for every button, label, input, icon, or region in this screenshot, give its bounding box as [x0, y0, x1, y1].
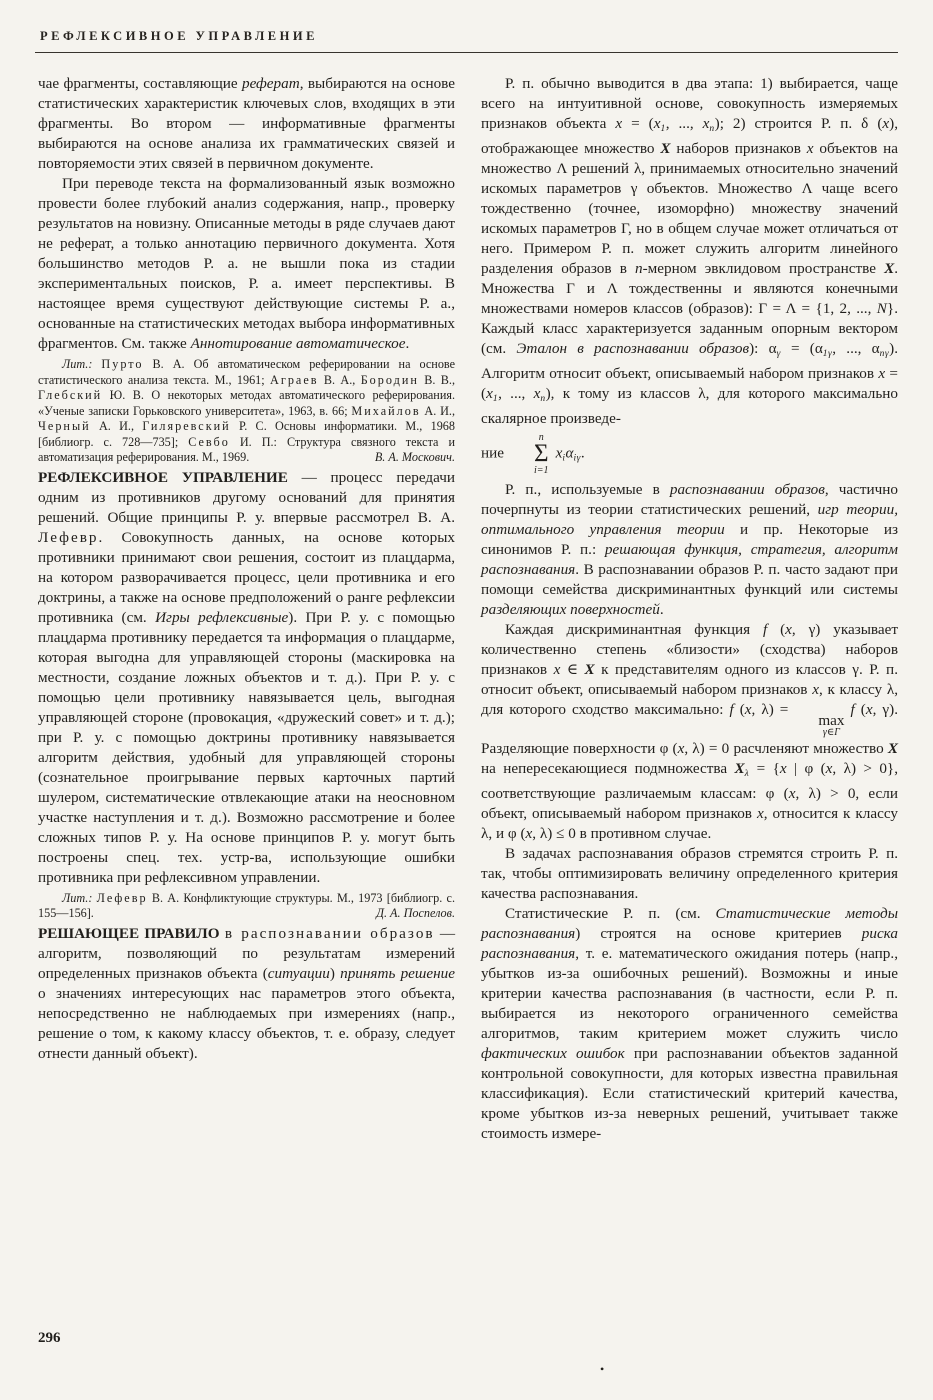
- text-run: n: [709, 124, 715, 134]
- text-run: ): α: [749, 340, 777, 357]
- text-run: }. Каждый класс характеризуется заданным опорным вектором (см.: [481, 300, 898, 357]
- text-run: А. И.,: [420, 403, 455, 418]
- text-run: Игры рефлексивные: [155, 608, 289, 626]
- text-run: .: [659, 600, 664, 618]
- text-run: Р. п., используемые в: [505, 480, 670, 498]
- text-run: Лит.:: [62, 357, 93, 371]
- text-run: ): [329, 964, 341, 982]
- text-run: x: [806, 140, 814, 157]
- text-run: i: [562, 453, 566, 464]
- text-run: ). При Р. у. с помощью плацдарма противнику передается та информация о плацдарме, которая выгодна для управляющей стороны (маскировка на местности, создание ложных объектов и т. д.). При Р. у. с помощью цели противнику навязывается цель, выгодная управляющей стороне (провокация, «дружеский совет» и т. д.); при Р. у. с помощью доктрины противнику навязывается алгоритм действия, удобный для управляющей стороны (сознательное проигрывание первых карточных партий шулером, систематические отвлекающие атаки на неосновном участке наступления и т. д.). Возможно рассмотрение и более сложных типов Р. у. На основе принципов Р. у. могут быть построены спец. тех. устр-ва, использующие ошибки противника при рефлексивном управлении.: [38, 608, 456, 886]
- text-run: -мерном эвклидовом пространстве: [642, 260, 885, 277]
- text-run: x: [615, 115, 623, 132]
- text-run: , ..., α: [832, 340, 880, 357]
- text-run: В задачах распознавания образов стремятся строить Р. п. так, чтобы оптимизировать величину определенного критерия качества распознавания.: [481, 844, 898, 902]
- text-run: Статистические методы распознавания: [481, 904, 898, 942]
- text-run: о значениях интересующих нас параметров этого объекта, непосредственно не наблюдаемых при измерениях (напр., решение о том, к какому классу объектов, т. е. образу, следует отнести данный объект).: [38, 984, 455, 1062]
- text-run: РЕФЛЕКСИВНОЕ УПРАВЛЕНИЕ: [38, 468, 288, 486]
- text-run: N: [876, 300, 887, 317]
- text-run: . В распознавании образов Р. п. часто задают при помощи семейства дискриминантных функций или системы: [481, 560, 898, 598]
- text-run: при распознавании объектов заданной контрольной совокупности, для которых известна правильная классификация). Если статистический критерий качества, кроме убытков из-за неверных решений, учитывает также стоимость измере-: [481, 1044, 898, 1142]
- text-run: . Совокупность данных, на основе которых противники принимают свои решения, состоит из плацдарма, на котором разворачивается процесс, цели противника и его доктрины, а также на основе предположений о ранге рефлексии противника (см.: [38, 528, 455, 626]
- text-run: Р. п. обычно выводится в два этапа: 1) выбирается, чаще всего на интуитивной основе, совокупность измеряемых признаков объекта: [481, 75, 898, 132]
- text-run: . Множества Γ и Λ тождественны и являются конечными множествами номеров классов (образов): Γ = Λ = {1, 2, ...,: [481, 260, 899, 317]
- sigma-glyph: Σ: [534, 440, 549, 467]
- text-run: Глебский: [38, 388, 103, 402]
- text-run: ), отображающее множество: [481, 115, 898, 157]
- text-run: λ: [744, 768, 750, 779]
- text-run: | φ (: [786, 759, 826, 777]
- text-run: n: [635, 260, 643, 277]
- sigma-sum-symbol: [534, 433, 549, 476]
- text-run: .: [580, 444, 585, 462]
- text-run: реферат: [242, 75, 300, 92]
- column-left: [38, 74, 455, 1144]
- text-run: , λ) ≤ 0 в противном случае.: [532, 824, 712, 842]
- text-run: , γ) указывает количественно степень «близости» (сходства) наборов признаков: [481, 620, 899, 678]
- text-run: = {: [749, 759, 780, 777]
- text-run: x: [865, 700, 873, 718]
- text-run: x: [812, 680, 819, 698]
- text-run: iγ: [573, 453, 581, 464]
- text-run: В. А. Москович.: [374, 450, 455, 464]
- text-run: x: [785, 620, 792, 638]
- text-run: n: [540, 394, 546, 404]
- text-run: x: [553, 660, 561, 678]
- text-run: Д. А. Поспелов.: [376, 906, 455, 920]
- text-run: фактических ошибок: [481, 1044, 625, 1062]
- text-run: объектов на множество Λ решений λ, принимаемых относительно значений искомых параметров γ объектов. Множество Λ чаще всего тождественно (точнее, изоморфно) множеству значений искомых параметров Γ, но в общем случае может отличаться от него. Примером Р. п. может служить алгоритм линейного разделения образов в: [481, 140, 898, 277]
- text-run: Аннотирование автоматическое: [190, 335, 406, 352]
- text-run: Эталон в распознавании образов: [516, 340, 750, 357]
- text-run: — алгоритм, позволяющий по результатам измерений определенных признаков объекта (: [38, 924, 456, 982]
- page-number: 296: [38, 1330, 61, 1346]
- text-run: 1γ: [822, 349, 833, 359]
- text-run: риска распознавания: [481, 924, 898, 962]
- text-run: f: [729, 700, 734, 718]
- column-right: [481, 74, 898, 1144]
- text-run: x: [825, 759, 833, 777]
- operator-subscript: γ∈Γ: [822, 727, 840, 739]
- text-run: x: [653, 115, 661, 132]
- lit-referat: [38, 357, 455, 466]
- text-run: (: [767, 620, 786, 638]
- text-run: ). Алгоритм относит объект, описываемый набором признаков: [481, 340, 898, 382]
- operator-name: max: [818, 711, 845, 729]
- text-run: , т. е. математического ожидания потерь (напр., убытков из-за ошибочных решений). Возможны и иные критерии качества распознавания (в частности, если Р. п. выбирается из некоторого ограниченного семейства алгоритмов, таким критерием может служить число: [481, 944, 898, 1042]
- text-run: При переводе текста на формализованный язык возможно провести более глубокий анализ содержания, напр., проверку результатов на новизну. Описанные методы в ряде случаев дают не реферат, а только аннотацию первичного документа. Хотя большинство методов Р. а. не вышли пока из стадии экспериментальных поисков, Р. а. имеет перспективы. В настоящее время существуют действующие системы Р. а., основанные на статистических методах выбора информативных фрагментов. См. также: [38, 175, 455, 352]
- text-run: Пурто: [101, 357, 144, 371]
- text-run: ); 2) строится Р. п. δ (: [714, 115, 883, 132]
- text-run: X: [584, 660, 595, 678]
- text-run: В. А.,: [318, 372, 361, 387]
- text-run: = (: [481, 365, 898, 402]
- text-run: 1: [660, 124, 666, 134]
- header-rule: [35, 52, 898, 53]
- text-run: разделяющих поверхностей: [481, 600, 660, 618]
- para-rp-stages: [481, 74, 898, 429]
- text-run: , ...,: [665, 115, 703, 132]
- text-run: Бородин: [360, 372, 419, 387]
- text-run: f: [762, 620, 768, 638]
- text-run: x: [779, 759, 787, 777]
- text-run: f: [850, 700, 855, 718]
- text-run: Черный: [38, 419, 91, 433]
- text-run: x: [882, 115, 890, 132]
- text-run: ), к тому из классов λ, для которого максимально скалярное произведе-: [481, 385, 899, 427]
- text-run: x: [788, 784, 796, 802]
- text-run: X: [884, 260, 895, 277]
- para-rp-optimization: [481, 844, 898, 904]
- para-rp-synonyms: [481, 480, 898, 620]
- text-run: Статистические Р. п. (см.: [505, 904, 716, 922]
- text-run: , λ) =: [751, 700, 795, 718]
- text-run: — процесс передачи одним из противников другому оснований для принятия решений. Общие принципы Р. у. впервые рассмотрел В. А.: [38, 468, 455, 526]
- text-run: 1: [492, 394, 499, 404]
- text-run: x: [486, 385, 493, 402]
- text-run: игр теории, оптимального управления теории: [481, 500, 899, 538]
- text-run: x: [677, 739, 685, 757]
- text-run: И. П.: Структура связного текста и автоматизация реферирования. М., 1969.: [38, 434, 455, 464]
- text-run: к представителям одного из классов γ. Р. п. относит объект, описываемый набором признаков: [481, 660, 898, 698]
- max-operator: [794, 713, 844, 739]
- text-run: , ...,: [498, 385, 534, 402]
- text-run: , выбираются на основе статистических характеристик ключевых слов, входящих в эти фрагменты. Во втором — информативные фрагменты выбираются на основе анализа их грамматических связей и повторяемости этих связей в первичном документе.: [38, 75, 456, 172]
- text-run: Гиляревский: [142, 419, 231, 433]
- para-discriminant-functions: [481, 620, 898, 844]
- text-run: X: [734, 759, 745, 777]
- para-referat-methods: [38, 174, 455, 354]
- text-run: x: [702, 115, 710, 132]
- text-run: ∈: [560, 660, 585, 678]
- text-run: x: [533, 385, 541, 402]
- text-run: , к классу λ, для которого сходство максимально:: [481, 680, 898, 718]
- para-referat-continuation: [38, 74, 455, 174]
- text-run: , λ) = 0 расчленяют множество: [684, 739, 888, 757]
- text-run: ние: [481, 444, 504, 462]
- text-run: ) строятся на основе критериев: [575, 924, 862, 942]
- text-run: В. А. Об автоматическом реферировании на основе статистического анализа текста. М., 1961;: [38, 357, 456, 387]
- footer-mark: •: [600, 1362, 605, 1376]
- text-run: , частично почерпнуты из теории статистических решений,: [481, 480, 898, 518]
- text-run: , γ). Разделяющие поверхности φ (: [481, 700, 898, 757]
- text-run: Севбо: [188, 434, 230, 449]
- text-run: nγ: [879, 349, 890, 359]
- text-run: принять решение: [340, 964, 455, 982]
- text-run: Каждая дискриминантная функция: [505, 620, 763, 638]
- text-run: чае фрагменты, составляющие: [38, 75, 243, 92]
- text-run: на непересекающиеся подмножества: [481, 759, 735, 777]
- running-head: РЕФЛЕКСИВНОЕ УПРАВЛЕНИЕ: [40, 29, 318, 43]
- text-run: РЕШАЮЩЕЕ ПРАВИЛО: [38, 924, 220, 942]
- text-run: X: [660, 140, 671, 157]
- text-run: Лефевр: [96, 890, 148, 905]
- para-statistical-rp: [481, 904, 898, 1144]
- text-run: распознавании образов: [669, 480, 825, 498]
- text-run: ситуации: [267, 964, 330, 982]
- text-run: x: [555, 444, 563, 462]
- text-run: Михайлов: [351, 403, 421, 418]
- text-run: γ: [776, 349, 781, 359]
- text-run: α: [565, 444, 574, 462]
- text-run: В. А. Конфликтующие структуры. М., 1973 [библиогр. с. 155—156].: [38, 890, 455, 920]
- text-run: = (: [622, 115, 654, 132]
- text-run: x: [744, 700, 752, 718]
- text-run: Лефевр: [38, 528, 99, 546]
- text-run: в распознавании образов: [224, 924, 435, 942]
- text-run: Лит.:: [62, 890, 93, 905]
- text-run: В. В.,: [418, 372, 456, 387]
- text-run: (: [854, 700, 866, 718]
- text-run: .: [405, 335, 410, 352]
- sum-lower-limit: i=1: [534, 464, 549, 476]
- text-run: = (α: [780, 340, 823, 357]
- text-run: А. И.,: [90, 419, 143, 433]
- article-reflexive-control: [38, 468, 455, 888]
- text-run: x: [878, 365, 886, 382]
- display-formula-sum: [481, 433, 898, 476]
- text-run: Ю. В. О некоторых методах автоматического реферирования. «Ученые записки Горьковского университета», 1963, в. 66;: [38, 388, 455, 418]
- text-run: Аграев: [270, 372, 319, 387]
- text-run: наборов признаков: [670, 140, 807, 157]
- article-reshayushchee-pravilo: [38, 924, 455, 1064]
- columns: [38, 74, 898, 1144]
- text-run: и пр. Некоторые из синонимов Р. п.:: [481, 520, 898, 558]
- text-run: Р. С. Основы информатики. М., 1968 [библиогр. с. 728—735];: [38, 419, 455, 449]
- text-run: (: [733, 700, 745, 718]
- lit-reflexive-control: [38, 891, 455, 922]
- text-run: X: [887, 739, 898, 757]
- sum-upper-limit: n: [538, 432, 544, 443]
- text-run: , относится к классу λ, и φ (: [481, 804, 898, 842]
- text-run: x: [525, 824, 533, 842]
- text-run: , λ) > 0, если объект, описываемый набором признаков: [481, 784, 898, 822]
- text-run: решающая функция, стратегия, алгоритм распознавания: [481, 540, 898, 578]
- text-run: x: [756, 804, 764, 822]
- text-run: , λ) > 0}, соответствующие различаемым классам: φ (: [481, 759, 899, 802]
